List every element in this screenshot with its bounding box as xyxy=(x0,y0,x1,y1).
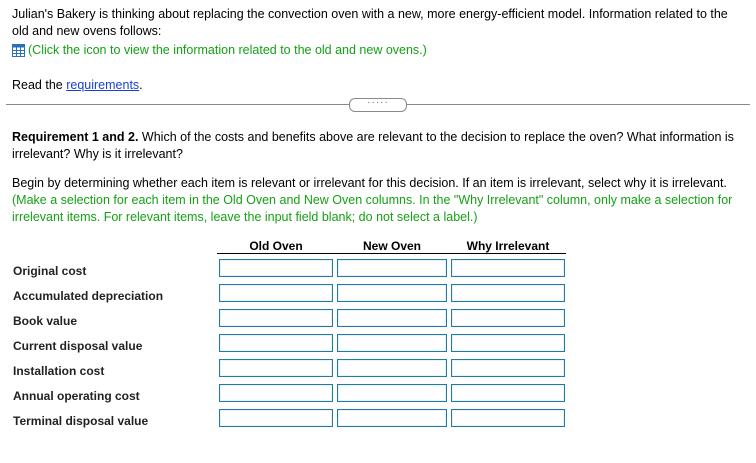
row-label-terminal-disposal-value: Terminal disposal value xyxy=(13,414,149,428)
why-irrelevant-input-annual-operating-cost[interactable] xyxy=(451,384,565,402)
old-oven-input-current-disposal-value[interactable] xyxy=(219,334,333,352)
requirement-heading: Requirement 1 and 2. xyxy=(12,130,139,144)
why-irrelevant-input-accumulated-depreciation[interactable] xyxy=(451,284,565,302)
read-suffix: . xyxy=(139,78,143,92)
requirement-text xyxy=(12,129,744,163)
view-ovens-info-link[interactable] xyxy=(12,42,427,59)
column-header-why-irrelevant: Why Irrelevant xyxy=(466,239,550,253)
view-ovens-info-text[interactable]: (Click the icon to view the information related to the old and new ovens.) xyxy=(28,43,427,57)
new-oven-input-installation-cost[interactable] xyxy=(337,359,447,377)
why-irrelevant-input-terminal-disposal-value[interactable] xyxy=(451,409,565,427)
row-label-current-disposal-value: Current disposal value xyxy=(13,339,143,353)
why-irrelevant-input-current-disposal-value[interactable] xyxy=(451,334,565,352)
why-irrelevant-input-installation-cost[interactable] xyxy=(451,359,565,377)
new-oven-input-original-cost[interactable] xyxy=(337,259,447,277)
old-oven-input-book-value[interactable] xyxy=(219,309,333,327)
instructions-main: Begin by determining whether each item is relevant or irrelevant for this decision. If an item is irrelevant, select why it is irrelevant. xyxy=(12,176,727,190)
requirement-question: Which of the costs and benefits above are relevant to the decision to replace the oven? What information is irrelevant? Why is it irrelevant? xyxy=(12,130,734,161)
column-header-old-oven: Old Oven xyxy=(249,239,303,253)
old-oven-input-accumulated-depreciation[interactable] xyxy=(219,284,333,302)
old-oven-input-original-cost[interactable] xyxy=(219,259,333,277)
old-oven-input-installation-cost[interactable] xyxy=(219,359,333,377)
intro-text: Julian's Bakery is thinking about replacing the convection oven with a new, more energy-efficient model. Information related to the old and new ovens follows: xyxy=(12,7,728,38)
old-oven-input-annual-operating-cost[interactable] xyxy=(219,384,333,402)
row-label-original-cost: Original cost xyxy=(13,264,87,278)
requirements-link[interactable]: requirements xyxy=(66,78,140,92)
new-oven-input-annual-operating-cost[interactable] xyxy=(337,384,447,402)
new-oven-input-terminal-disposal-value[interactable] xyxy=(337,409,447,427)
expand-button[interactable]: ····· xyxy=(349,98,407,112)
row-label-book-value: Book value xyxy=(13,314,78,328)
row-label-accumulated-depreciation: Accumulated depreciation xyxy=(13,289,164,303)
row-label-annual-operating-cost: Annual operating cost xyxy=(13,389,140,403)
header-underline xyxy=(217,253,566,254)
read-requirements-line xyxy=(12,77,143,94)
new-oven-input-accumulated-depreciation[interactable] xyxy=(337,284,447,302)
old-oven-input-terminal-disposal-value[interactable] xyxy=(219,409,333,427)
read-prefix: Read the xyxy=(12,78,67,92)
why-irrelevant-input-book-value[interactable] xyxy=(451,309,565,327)
spreadsheet-icon[interactable] xyxy=(12,44,25,57)
instructions-text xyxy=(12,175,747,226)
new-oven-input-book-value[interactable] xyxy=(337,309,447,327)
column-header-new-oven: New Oven xyxy=(362,239,422,253)
row-label-installation-cost: Installation cost xyxy=(13,364,105,378)
new-oven-input-current-disposal-value[interactable] xyxy=(337,334,447,352)
why-irrelevant-input-original-cost[interactable] xyxy=(451,259,565,277)
instructions-note: (Make a selection for each item in the Old Oven and New Oven columns. In the "Why Irrelevant" column, only make a selection for irrelevant items. For relevant items, leave the input field blank; do not select a label.) xyxy=(12,193,733,224)
